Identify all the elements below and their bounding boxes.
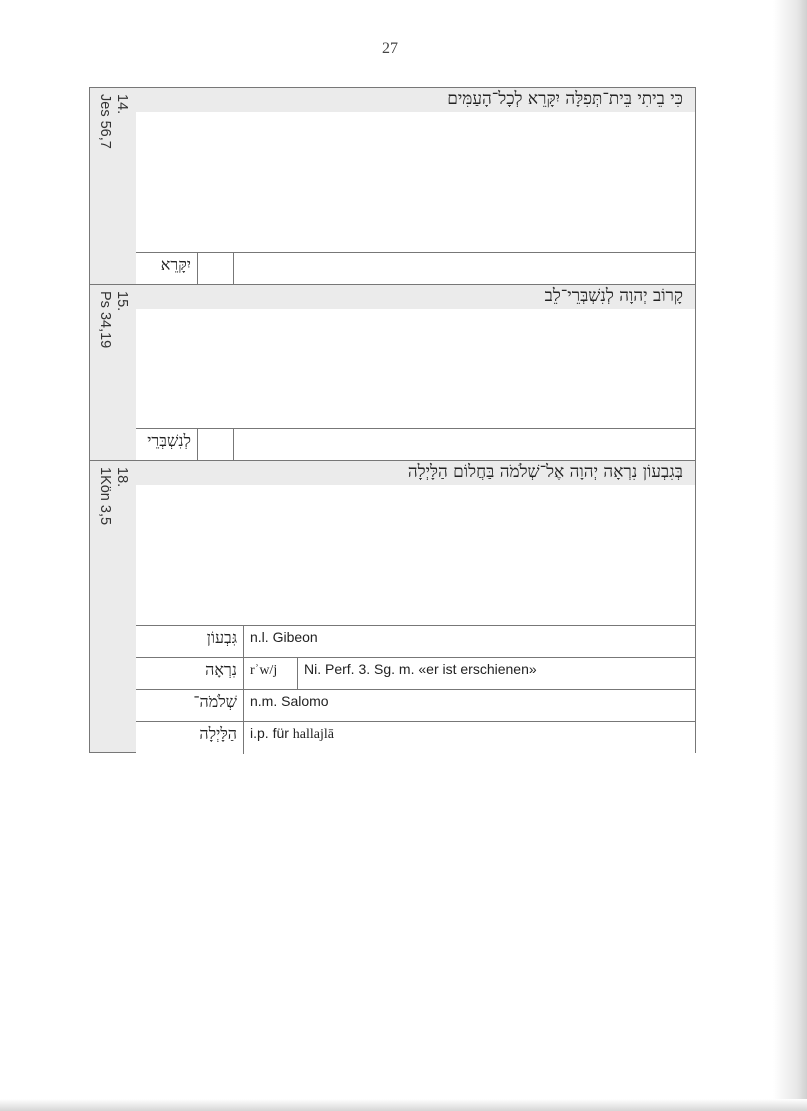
translation-area[interactable] — [136, 485, 695, 625]
vocab-root-cell[interactable] — [198, 429, 234, 462]
bible-reference: 1Kön 3,5 — [97, 467, 113, 526]
bible-reference: Ps 34,19 — [97, 291, 113, 349]
entry-number: 15. — [114, 291, 130, 312]
vocab-word: לְנִשְׁבְּרֵי — [136, 429, 198, 462]
vocab-row — [136, 252, 695, 286]
vocab-word: נִרְאָה — [136, 658, 244, 690]
vocab-gloss: n.l. Gibeon — [250, 629, 318, 645]
verse-row — [136, 88, 695, 113]
page-edge-shadow — [773, 0, 807, 1111]
reference-label — [96, 94, 130, 149]
reference-label — [96, 467, 130, 525]
entry-number: 14. — [114, 94, 130, 115]
translation-area[interactable] — [136, 112, 695, 252]
gloss-transliteration: hallajlā — [292, 727, 334, 742]
vocab-word: יִקָּרֵא — [136, 253, 198, 286]
vocab-row — [136, 721, 695, 754]
vocab-word: הַלָּיְלָה — [136, 722, 244, 754]
vocab-gloss: Ni. Perf. 3. Sg. m. «er ist erschienen» — [304, 661, 537, 677]
vocab-row — [136, 428, 695, 462]
page-bottom-shadow — [0, 1099, 807, 1111]
vocab-root: rʾw/j — [244, 658, 298, 690]
reference-label — [96, 291, 130, 348]
hebrew-verse: כִּי בֵיתִי בֵּית־תְּפִלָּה יִקָּרֵא לְכָל־הָעַמִּים — [447, 89, 683, 109]
page-number: 27 — [382, 40, 398, 57]
vocab-gloss-cell[interactable] — [234, 429, 695, 462]
vocab-row — [136, 657, 695, 690]
hebrew-verse: קָרוֹב יְהוָה לְנִשְׁבְּרֵי־לֵב — [544, 286, 683, 306]
verse-row — [136, 461, 695, 486]
reference-cell — [90, 461, 137, 752]
hebrew-verse: בְּגִבְעוֹן נִרְאָה יְהוָה אֶל־שְׁלֹמֹה בַּחֲלוֹם הַלָּיְלָה — [407, 462, 683, 482]
translation-area[interactable] — [136, 309, 695, 428]
vocab-row — [136, 625, 695, 658]
verse-row — [136, 285, 695, 310]
reference-cell — [90, 285, 137, 460]
vocab-gloss-cell[interactable] — [234, 253, 695, 286]
entry-number: 18. — [114, 467, 130, 488]
vocab-gloss: n.m. Salomo — [250, 693, 329, 709]
exercise-entry-15 — [89, 284, 696, 461]
exercise-entry-18 — [89, 460, 696, 753]
vocab-root-cell[interactable] — [198, 253, 234, 286]
reference-cell — [90, 88, 137, 284]
vocab-word: שְׁלֹמֹה־ — [136, 690, 244, 722]
gloss-prefix: i.p. für — [250, 725, 289, 741]
vocab-gloss — [244, 722, 695, 754]
vocab-word: גִּבְעוֹן — [136, 626, 244, 658]
exercise-entry-14 — [89, 87, 696, 285]
vocab-row — [136, 689, 695, 722]
bible-reference: Jes 56,7 — [97, 94, 113, 149]
